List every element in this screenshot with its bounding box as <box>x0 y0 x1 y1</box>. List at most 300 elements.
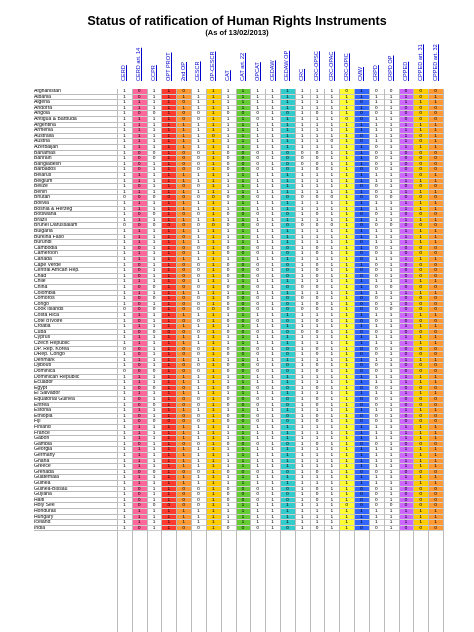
column-header-label[interactable]: CPPED <box>402 61 409 81</box>
column-header-label[interactable]: CAT art. 22 <box>239 52 246 81</box>
column-header[interactable] <box>176 42 191 89</box>
status-cell: 1 <box>117 324 132 330</box>
column-header[interactable] <box>384 42 399 89</box>
status-cell: 1 <box>399 464 414 470</box>
country-name: Guinea <box>34 481 117 487</box>
status-cell: 1 <box>206 391 221 397</box>
status-cell: 1 <box>161 246 176 252</box>
status-cell: 0 <box>236 397 251 403</box>
country-name: Barbados <box>34 167 117 173</box>
status-cell: 1 <box>295 324 310 330</box>
status-cell: 1 <box>324 520 339 526</box>
column-header-label[interactable]: CRPD OP <box>388 55 395 81</box>
country-name: Holy See <box>34 503 117 509</box>
status-cell: 1 <box>265 324 280 330</box>
grid-line <box>295 89 296 632</box>
status-cell: 1 <box>354 453 369 459</box>
status-cell: 0 <box>354 487 369 493</box>
status-cell: 1 <box>354 408 369 414</box>
status-cell: 1 <box>428 313 443 319</box>
status-cell: 0 <box>310 246 325 252</box>
column-header[interactable] <box>191 42 206 89</box>
status-cell: 1 <box>384 268 399 274</box>
status-cell: 0 <box>354 347 369 353</box>
status-cell: 0 <box>176 263 191 269</box>
status-cell: 1 <box>206 139 221 145</box>
status-cell: 1 <box>339 397 354 403</box>
column-header-label[interactable]: CEDAW <box>269 60 276 81</box>
status-cell: 1 <box>206 207 221 213</box>
status-cell: 1 <box>221 335 236 341</box>
status-cell: 1 <box>265 341 280 347</box>
column-header-label[interactable]: CPPED art. 32 <box>432 44 439 81</box>
status-cell: 1 <box>147 453 162 459</box>
status-cell: 1 <box>295 515 310 521</box>
status-cell: 1 <box>280 291 295 297</box>
country-name: Afghanistan <box>34 89 117 95</box>
status-cell: 1 <box>354 207 369 213</box>
status-cell: 0 <box>310 251 325 257</box>
status-cell: 1 <box>339 363 354 369</box>
grid-line <box>236 89 237 632</box>
status-cell: 0 <box>310 162 325 168</box>
status-cell: 1 <box>250 515 265 521</box>
status-cell: 1 <box>265 307 280 313</box>
status-cell: 0 <box>428 397 443 403</box>
status-cell: 0 <box>384 89 399 95</box>
column-header[interactable] <box>295 42 310 89</box>
status-cell: 1 <box>384 475 399 481</box>
status-cell: 1 <box>206 279 221 285</box>
status-cell: 1 <box>236 431 251 437</box>
country-name: Guinea-Bissau <box>34 487 117 493</box>
status-cell: 1 <box>384 313 399 319</box>
status-cell: 1 <box>161 134 176 140</box>
column-header[interactable] <box>132 42 147 89</box>
status-cell: 1 <box>265 184 280 190</box>
status-cell: 0 <box>176 195 191 201</box>
status-cell: 0 <box>280 419 295 425</box>
status-cell: 1 <box>369 408 384 414</box>
status-cell: 1 <box>221 324 236 330</box>
column-header[interactable] <box>339 42 354 89</box>
status-cell: 1 <box>161 487 176 493</box>
status-cell: 1 <box>324 414 339 420</box>
status-cell: 0 <box>280 319 295 325</box>
status-cell: 0 <box>354 167 369 173</box>
status-cell: 1 <box>147 363 162 369</box>
status-cell: 0 <box>413 95 428 101</box>
status-cell: 1 <box>191 106 206 112</box>
status-cell: 1 <box>384 414 399 420</box>
column-header-label[interactable]: 2nd OP <box>180 62 187 81</box>
status-cell: 0 <box>117 195 132 201</box>
country-name: Cyprus <box>34 335 117 341</box>
status-cell: 1 <box>339 369 354 375</box>
status-cell: 0 <box>339 117 354 123</box>
country-name: Cameroon <box>34 251 117 257</box>
status-cell: 1 <box>265 363 280 369</box>
status-cell: 0 <box>176 492 191 498</box>
status-cell: 1 <box>117 111 132 117</box>
column-header-label[interactable]: CERD art. 14 <box>136 47 143 81</box>
status-cell: 1 <box>161 520 176 526</box>
column-header[interactable] <box>324 42 339 89</box>
status-cell: 1 <box>161 162 176 168</box>
status-cell: 1 <box>295 251 310 257</box>
status-cell: 1 <box>295 179 310 185</box>
status-cell: 1 <box>117 475 132 481</box>
column-header[interactable] <box>428 42 443 89</box>
column-header-label[interactable]: CRC-OPSC <box>314 51 321 81</box>
country-name: China <box>34 285 117 291</box>
country-name: Estonia <box>34 408 117 414</box>
status-cell: 1 <box>147 268 162 274</box>
status-cell: 1 <box>295 425 310 431</box>
column-header[interactable] <box>369 42 384 89</box>
column-header[interactable] <box>280 42 295 89</box>
status-cell: 1 <box>369 291 384 297</box>
status-cell: 1 <box>191 128 206 134</box>
column-header-label[interactable]: CRC-OPIC <box>343 53 350 81</box>
status-cell: 1 <box>310 509 325 515</box>
status-cell: 1 <box>161 240 176 246</box>
status-cell: 1 <box>339 95 354 101</box>
column-header-label[interactable]: OPCAT <box>254 62 261 81</box>
status-cell: 1 <box>324 240 339 246</box>
column-header[interactable] <box>117 42 132 89</box>
status-cell: 0 <box>310 363 325 369</box>
status-cell: 1 <box>132 375 147 381</box>
status-cell: 1 <box>191 100 206 106</box>
country-name: Fiji <box>34 419 117 425</box>
status-cell: 0 <box>191 296 206 302</box>
status-cell: 0 <box>176 162 191 168</box>
status-cell: 0 <box>147 307 162 313</box>
country-name: Equatorial Guinea <box>34 397 117 403</box>
status-cell: 0 <box>310 470 325 476</box>
status-cell: 0 <box>191 302 206 308</box>
status-cell: 1 <box>206 503 221 509</box>
status-cell: 1 <box>339 419 354 425</box>
status-cell: 1 <box>161 347 176 353</box>
status-cell: 1 <box>369 481 384 487</box>
status-cell: 1 <box>221 358 236 364</box>
status-cell: 1 <box>250 425 265 431</box>
status-cell: 1 <box>324 391 339 397</box>
status-cell: 0 <box>428 268 443 274</box>
status-cell: 1 <box>161 145 176 151</box>
country-name: Denmark <box>34 358 117 364</box>
status-cell: 1 <box>176 145 191 151</box>
status-cell: 1 <box>339 498 354 504</box>
status-cell: 0 <box>191 274 206 280</box>
status-cell: 1 <box>310 123 325 129</box>
status-cell: 1 <box>324 442 339 448</box>
column-header[interactable] <box>161 42 176 89</box>
column-header-label[interactable]: OP-CESCR <box>210 51 217 81</box>
column-header-label[interactable]: CAT <box>225 70 232 81</box>
status-cell: 1 <box>399 391 414 397</box>
column-header-label[interactable]: CCPR <box>151 65 158 81</box>
status-cell: 1 <box>161 279 176 285</box>
status-cell: 0 <box>399 307 414 313</box>
status-cell: 0 <box>399 487 414 493</box>
status-cell: 1 <box>324 218 339 224</box>
document-date: (As of 13/02/2013) <box>205 28 269 37</box>
column-header[interactable] <box>265 42 280 89</box>
status-cell: 0 <box>176 330 191 336</box>
status-cell: 0 <box>221 212 236 218</box>
status-cell: 0 <box>413 117 428 123</box>
status-cell: 1 <box>236 106 251 112</box>
status-cell: 1 <box>236 240 251 246</box>
column-header[interactable] <box>206 42 221 89</box>
status-cell: 0 <box>310 195 325 201</box>
country-name: Comoros <box>34 296 117 302</box>
status-cell: 1 <box>413 335 428 341</box>
status-cell: 1 <box>117 167 132 173</box>
status-cell: 1 <box>324 481 339 487</box>
status-cell: 1 <box>399 408 414 414</box>
status-cell: 1 <box>295 341 310 347</box>
status-cell: 1 <box>339 162 354 168</box>
status-cell: 1 <box>295 492 310 498</box>
column-header[interactable] <box>147 42 162 89</box>
status-cell: 1 <box>161 391 176 397</box>
status-cell: 1 <box>132 324 147 330</box>
status-cell: 1 <box>206 363 221 369</box>
status-cell: 1 <box>265 375 280 381</box>
status-cell: 1 <box>191 207 206 213</box>
column-header[interactable] <box>413 42 428 89</box>
status-cell: 1 <box>147 117 162 123</box>
status-cell: 1 <box>206 95 221 101</box>
country-name: El Salvador <box>34 391 117 397</box>
status-cell: 0 <box>280 156 295 162</box>
status-cell: 0 <box>221 347 236 353</box>
status-cell: 1 <box>250 459 265 465</box>
status-cell: 1 <box>413 218 428 224</box>
status-cell: 1 <box>117 274 132 280</box>
status-cell: 1 <box>206 475 221 481</box>
status-cell: 1 <box>191 179 206 185</box>
status-cell: 1 <box>176 447 191 453</box>
status-cell: 1 <box>339 257 354 263</box>
column-header-label[interactable]: CRC-OPAC <box>328 51 335 81</box>
status-cell: 1 <box>295 212 310 218</box>
status-cell: 1 <box>324 89 339 95</box>
status-cell: 0 <box>221 263 236 269</box>
status-cell: 1 <box>399 509 414 515</box>
status-cell: 1 <box>176 313 191 319</box>
status-cell: 1 <box>295 128 310 134</box>
status-cell: 0 <box>132 526 147 532</box>
status-cell: 1 <box>147 487 162 493</box>
status-cell: 0 <box>399 156 414 162</box>
status-cell: 1 <box>413 481 428 487</box>
column-header-label[interactable]: CPPED art. 31 <box>417 44 424 81</box>
status-cell: 1 <box>117 431 132 437</box>
status-cell: 1 <box>236 481 251 487</box>
status-cell: 0 <box>147 223 162 229</box>
status-cell: 0 <box>413 296 428 302</box>
status-cell: 1 <box>147 128 162 134</box>
column-header-label[interactable]: CMW <box>358 67 365 81</box>
country-name: Burundi <box>34 240 117 246</box>
status-cell: 1 <box>295 218 310 224</box>
column-header[interactable] <box>221 42 236 89</box>
column-header[interactable] <box>236 42 251 89</box>
status-cell: 1 <box>117 403 132 409</box>
column-header[interactable] <box>250 42 265 89</box>
column-header-label[interactable]: OPT PROT <box>165 52 172 81</box>
status-cell: 1 <box>265 347 280 353</box>
status-cell: 1 <box>147 515 162 521</box>
status-cell: 1 <box>176 341 191 347</box>
status-cell: 1 <box>428 509 443 515</box>
status-cell: 1 <box>324 425 339 431</box>
status-cell: 1 <box>339 268 354 274</box>
country-name: Cook Islands <box>34 307 117 313</box>
status-cell: 1 <box>339 218 354 224</box>
country-name: Angola <box>34 111 117 117</box>
status-cell: 0 <box>354 330 369 336</box>
status-cell: 1 <box>221 503 236 509</box>
column-header-label[interactable]: CEDAW OP <box>284 50 291 81</box>
status-cell: 1 <box>399 431 414 437</box>
status-cell: 1 <box>324 190 339 196</box>
status-cell: 0 <box>176 386 191 392</box>
status-cell: 1 <box>295 145 310 151</box>
status-cell: 0 <box>369 526 384 532</box>
status-cell: 0 <box>295 223 310 229</box>
status-cell: 0 <box>354 397 369 403</box>
grid-line <box>191 89 192 632</box>
status-cell: 0 <box>132 414 147 420</box>
status-cell: 1 <box>339 229 354 235</box>
status-cell: 1 <box>413 515 428 521</box>
status-cell: 0 <box>428 487 443 493</box>
status-cell: 1 <box>221 173 236 179</box>
status-cell: 1 <box>265 503 280 509</box>
status-cell: 1 <box>176 408 191 414</box>
status-cell: 1 <box>221 391 236 397</box>
status-cell: 1 <box>221 207 236 213</box>
status-cell: 1 <box>265 117 280 123</box>
status-cell: 1 <box>280 475 295 481</box>
table-row <box>34 526 443 532</box>
status-cell: 1 <box>191 520 206 526</box>
status-cell: 1 <box>280 520 295 526</box>
column-header[interactable] <box>399 42 414 89</box>
country-name: Germany <box>34 453 117 459</box>
status-cell: 1 <box>176 375 191 381</box>
column-header[interactable] <box>354 42 369 89</box>
status-cell: 1 <box>265 442 280 448</box>
status-cell: 1 <box>354 179 369 185</box>
grid-line <box>324 89 325 632</box>
status-cell: 1 <box>250 464 265 470</box>
status-cell: 1 <box>324 447 339 453</box>
status-cell: 1 <box>413 201 428 207</box>
country-name: Central African Rep. <box>34 268 117 274</box>
status-cell: 1 <box>176 391 191 397</box>
column-header[interactable] <box>310 42 325 89</box>
status-cell: 1 <box>191 218 206 224</box>
column-header-label[interactable]: CESCR <box>195 61 202 81</box>
country-name: Chile <box>34 279 117 285</box>
column-header-label[interactable]: CERD <box>121 65 128 81</box>
status-cell: 1 <box>176 95 191 101</box>
status-cell: 1 <box>221 425 236 431</box>
status-cell: 1 <box>428 358 443 364</box>
status-cell: 0 <box>206 134 221 140</box>
status-cell: 1 <box>206 89 221 95</box>
status-cell: 0 <box>354 414 369 420</box>
status-cell: 1 <box>280 134 295 140</box>
status-cell: 0 <box>295 330 310 336</box>
status-cell: 1 <box>206 464 221 470</box>
country-name: Andorra <box>34 106 117 112</box>
status-cell: 0 <box>428 212 443 218</box>
status-cell: 1 <box>413 128 428 134</box>
status-cell: 1 <box>206 470 221 476</box>
country-name: Ethiopia <box>34 414 117 420</box>
status-cell: 1 <box>206 408 221 414</box>
status-cell: 1 <box>236 509 251 515</box>
status-cell: 1 <box>339 408 354 414</box>
status-cell: 1 <box>280 279 295 285</box>
status-cell: 0 <box>176 279 191 285</box>
status-cell: 0 <box>132 397 147 403</box>
status-cell: 1 <box>324 464 339 470</box>
status-cell: 1 <box>147 397 162 403</box>
status-cell: 0 <box>280 251 295 257</box>
status-cell: 1 <box>339 235 354 241</box>
status-cell: 1 <box>221 459 236 465</box>
status-cell: 0 <box>250 386 265 392</box>
status-cell: 1 <box>413 313 428 319</box>
status-cell: 0 <box>399 369 414 375</box>
status-cell: 0 <box>221 162 236 168</box>
column-header-label[interactable]: CRPD <box>373 65 380 81</box>
status-cell: 1 <box>428 431 443 437</box>
status-cell: 1 <box>384 341 399 347</box>
status-cell: 1 <box>147 509 162 515</box>
status-cell: 0 <box>413 352 428 358</box>
status-cell: 1 <box>250 481 265 487</box>
status-cell: 1 <box>206 442 221 448</box>
status-cell: 0 <box>354 100 369 106</box>
status-cell: 1 <box>310 358 325 364</box>
status-cell: 1 <box>310 425 325 431</box>
status-cell: 1 <box>161 263 176 269</box>
status-cell: 0 <box>176 352 191 358</box>
status-cell: 1 <box>161 156 176 162</box>
status-cell: 1 <box>428 447 443 453</box>
status-cell: 1 <box>413 425 428 431</box>
status-cell: 1 <box>236 375 251 381</box>
status-cell: 1 <box>265 179 280 185</box>
status-cell: 1 <box>206 235 221 241</box>
status-cell: 0 <box>236 111 251 117</box>
column-header-label[interactable]: CRC <box>299 68 306 81</box>
status-cell: 1 <box>428 475 443 481</box>
status-cell: 0 <box>236 156 251 162</box>
status-cell: 0 <box>250 223 265 229</box>
grid-line <box>443 89 444 632</box>
